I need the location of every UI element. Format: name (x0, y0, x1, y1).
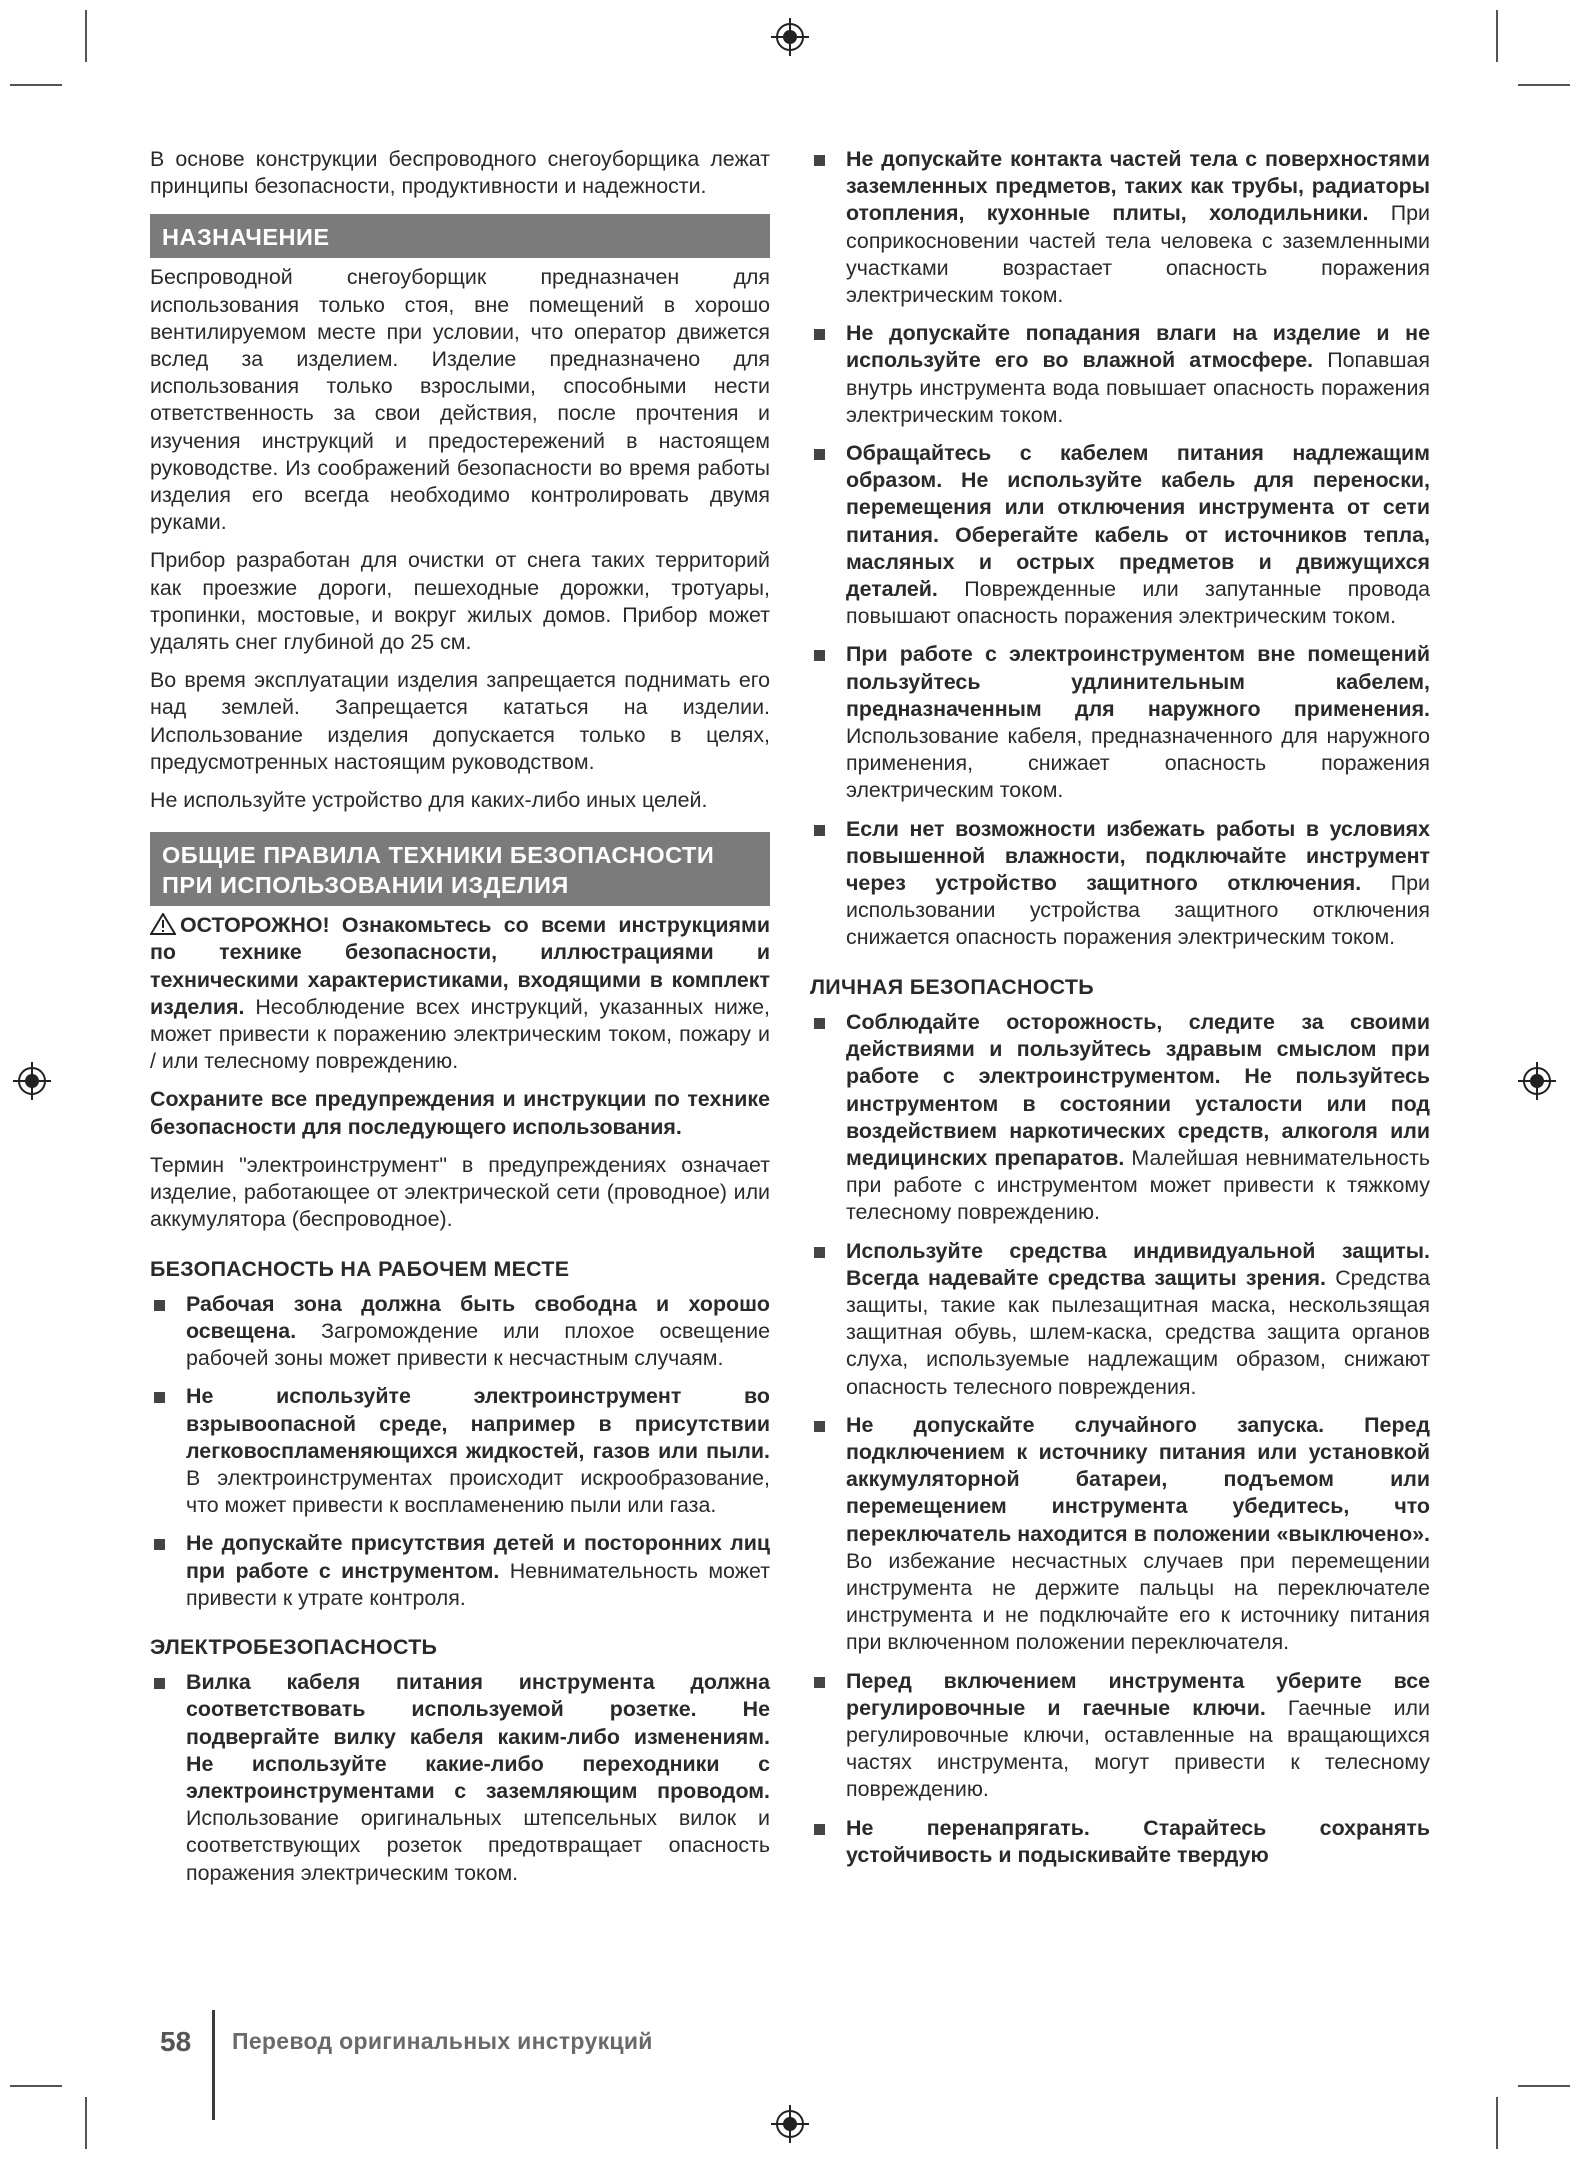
list-item-text: Поврежденные или запутанные провода повышают опасность поражения электрическим током. (846, 577, 1430, 629)
bullet-square-icon (154, 1300, 165, 1311)
list-item-text: Попавшая внутрь инструмента вода повышает опасность поражения электрическим током. (846, 348, 1430, 427)
list-item-text: Использование кабеля, предназначенного для наружного применения, снижает опасность поражения электрическим током. (846, 724, 1430, 803)
list-item-bold: Перед включением инструмента уберите все регулировочные и гаечные ключи. (846, 1668, 1430, 1720)
warning-bold-text: ОСТОРОЖНО! Ознакомьтесь со всеми инструкциями по технике безопасности, иллюстрациями и техническими характеристиками, входящими в комплект изделия. (150, 913, 770, 1019)
list-item (810, 1815, 1430, 1869)
list-item-text: Малейшая невнимательность при работе с инструментом может привести к тяжкому телесному повреждению. (846, 1145, 1431, 1225)
purpose-paragraph: Прибор разработан для очистки от снега таких территорий как проезжие дороги, пешеходные дорожки, тротуары, тропинки, мостовые, и вокруг жилых домов. Прибор может удалять снег глубиной до 25 см. (150, 548, 770, 655)
bullet-square-icon (814, 1677, 825, 1688)
purpose-paragraph: Во время эксплуатации изделия запрещается поднимать его над землей. Запрещается кататься на изделии. Использование изделия допускается только в целях, предусмотренных настоящим руководством. (150, 668, 770, 774)
heading-line: ОБЩИЕ ПРАВИЛА ТЕХНИКИ БЕЗОПАСНОСТИ (162, 842, 715, 869)
list-item (150, 1291, 770, 1373)
list-item-text: При соприкосновении частей тела человека с заземленными участками возрастает опасность поражения электрическим током. (846, 201, 1430, 308)
list-item-text: Средства защиты, такие как пылезащитная маска, нескользящая защитная обувь, шлем-каска, средства защита органов слуха, используемые надлежащим образом, снижают опасность телесного повреждения. (846, 1265, 1430, 1399)
list-item-bold: Не допускайте попадания влаги на изделие и не используйте его во влажной атмосфере. (846, 321, 1430, 373)
intro-paragraph: В основе конструкции беспроводного снегоуборщика лежат принципы безопасности, продуктивности и надежности. (150, 147, 770, 199)
bullet-square-icon (814, 155, 825, 166)
list-item-text: Во избежание несчастных случаев при перемещении инструмента не держите пальцы на переключателе инструмента и не подключайте его к источнику питания при включенном положении переключателя. (846, 1548, 1430, 1655)
personal-safety-list (810, 1009, 1430, 1869)
list-item-bold: Вилка кабеля питания инструмента должна соответствовать используемой розетке. Не подвергайте вилку кабеля каким-либо изменениям. Не используйте какие-либо переходники с электроинструментами с заземляющим проводом. (186, 1670, 770, 1803)
registration-mark-icon (1518, 1062, 1556, 1100)
list-item-bold: При работе с электроинструментом вне помещений пользуйтесь удлинительным кабелем, предназначенным для наружного применения. (846, 642, 1430, 721)
purpose-paragraph: Не используйте устройство для каких-либо иных целей. (150, 788, 708, 813)
list-item-text: Использование оригинальных штепсельных вилок и соответствующих розеток предотвращает опасность поражения электрическим током. (186, 1806, 770, 1885)
list-item (810, 320, 1430, 429)
bullet-square-icon (814, 825, 825, 836)
bullet-square-icon (814, 650, 825, 661)
footer-caption: Перевод оригинальных инструкций (232, 2028, 653, 2054)
electrical-list (150, 1669, 770, 1887)
electrical-list-continued (810, 146, 1430, 952)
crop-mark-tr-h (1518, 84, 1570, 86)
crop-mark-tr-v (1496, 10, 1498, 62)
page-number: 58 (160, 2026, 192, 2057)
warning-text: Несоблюдение всех инструкций, указанных ниже, может привести к поражению электрическим током, пожару и / или телесному повреждению. (150, 994, 770, 1074)
list-item (810, 816, 1430, 952)
list-item (810, 1412, 1430, 1657)
subheading-workplace: БЕЗОПАСНОСТЬ НА РАБОЧЕМ МЕСТЕ (150, 1256, 570, 1281)
section-heading-purpose: НАЗНАЧЕНИЕ (150, 214, 770, 258)
list-item (810, 1668, 1430, 1804)
footer-divider (212, 2010, 215, 2120)
list-item (150, 1669, 770, 1887)
warning-paragraph (150, 912, 770, 1075)
list-item (810, 440, 1430, 630)
bullet-square-icon (814, 1421, 825, 1432)
right-column (810, 146, 1430, 1880)
registration-mark-icon (771, 18, 809, 56)
list-item (150, 1530, 770, 1612)
section-heading-general-safety (150, 832, 770, 906)
save-instructions (150, 1086, 770, 1140)
list-item-text: Невнимательность может привести к утрате контроля. (186, 1558, 770, 1610)
list-item-bold: Не используйте электроинструмент во взрывоопасной среде, например в присутствии легковоспламеняющихся жидкостей, газов или пыли. (186, 1384, 770, 1463)
crop-mark-br-h (1518, 2085, 1570, 2087)
list-item (810, 641, 1430, 804)
bullet-square-icon (814, 1247, 825, 1258)
list-item-bold: Используйте средства индивидуальной защиты. Всегда надевайте средства защиты зрения. (846, 1238, 1430, 1290)
purpose-paragraph: Беспроводной снегоуборщик предназначен для использования только стоя, вне помещений в хорошо вентилируемом месте при условии, что оператор движется вслед за изделием. Изделие предназначено для использования только взрослыми, способными нести ответственность за свои действия, после прочтения и изучения инструкций и предостережений в настоящем руководстве. Из соображений безопасности во время работы изделия его всегда необходимо контролировать двумя руками. (150, 265, 770, 535)
subheading-electrical: ЭЛЕКТРОБЕЗОПАСНОСТЬ (150, 1634, 438, 1659)
crop-mark-br-v (1496, 2097, 1498, 2149)
registration-mark-icon (13, 1062, 51, 1100)
bullet-square-icon (154, 1678, 165, 1689)
list-item (150, 1383, 770, 1519)
list-item-text: В электроинструментах происходит искрообразование, что может привести к воспламенению пыли или газа. (186, 1465, 770, 1518)
list-item-text: При использовании устройства защитного отключения снижается опасность поражения электрическим током. (846, 871, 1430, 950)
list-item (810, 146, 1430, 309)
list-item-bold: Не допускайте контакта частей тела с поверхностями заземленных предметов, таких как трубы, радиаторы отопления, кухонные плиты, холодильники. (846, 147, 1430, 226)
crop-mark-bl-h (10, 2085, 62, 2087)
list-item (810, 1009, 1430, 1227)
list-item-bold: Рабочая зона должна быть свободна и хорошо освещена. (186, 1291, 770, 1343)
bullet-square-icon (814, 329, 825, 340)
list-item-bold: Не допускайте присутствия детей и посторонних лиц при работе с инструментом. (186, 1531, 770, 1583)
registration-mark-icon (771, 2105, 809, 2143)
list-item-text: Загромождение или плохое освещение рабочей зоны может привести к несчастным случаям. (186, 1318, 770, 1371)
save-instructions-text: Сохраните все предупреждения и инструкции по технике безопасности для последующего использования. (150, 1087, 770, 1139)
crop-mark-bl-v (85, 2097, 87, 2149)
crop-mark-tl-h (10, 84, 62, 86)
subheading-personal-safety: ЛИЧНАЯ БЕЗОПАСНОСТЬ (810, 974, 1094, 999)
warning-triangle-icon (150, 913, 176, 935)
heading-line: ПРИ ИСПОЛЬЗОВАНИИ ИЗДЕЛИЯ (162, 872, 569, 899)
list-item-bold: Не перенапрягать. Старайтесь сохранять устойчивость и подыскивайте твердую (846, 1815, 1430, 1867)
list-item-bold: Не допускайте случайного запуска. Перед подключением к источнику питания или установкой аккумуляторной батареи, подъемом или перемещением инструмента убедитесь, что переключатель находится в положении «выключено». (846, 1412, 1430, 1546)
left-column (150, 146, 770, 1898)
list-item (810, 1238, 1430, 1401)
crop-mark-tl-v (85, 10, 87, 62)
bullet-square-icon (814, 1824, 825, 1835)
list-item-bold: Обращайтесь с кабелем питания надлежащим образом. Не используйте кабель для переноски, перемещения или отключения инструмента от сети питания. Оберегайте кабель от источников тепла, масляных и острых предметов и движущихся деталей. (846, 441, 1430, 602)
list-item-bold: Если нет возможности избежать работы в условиях повышенной влажности, подключайте инструмент через устройство защитного отключения. (846, 816, 1430, 896)
bullet-square-icon (154, 1392, 165, 1403)
bullet-square-icon (814, 1018, 825, 1029)
term-paragraph: Термин "электроинструмент" в предупреждениях означает изделие, работающее от электрической сети (проводное) или аккумулятора (беспроводное). (150, 1152, 770, 1232)
bullet-square-icon (814, 449, 825, 460)
bullet-square-icon (154, 1539, 165, 1550)
list-item-bold: Соблюдайте осторожность, следите за своими действиями и пользуйтесь здравым смыслом при работе с электроинструментом. Не пользуйтесь инструментом в состоянии усталости или под воздействием наркотических средств, алкоголя или медицинских препаратов. (846, 1009, 1430, 1170)
workplace-list (150, 1291, 770, 1612)
list-item-text: Гаечные или регулировочные ключи, оставленные на вращающихся частях инструмента, могут привести к телесному повреждению. (846, 1695, 1430, 1802)
